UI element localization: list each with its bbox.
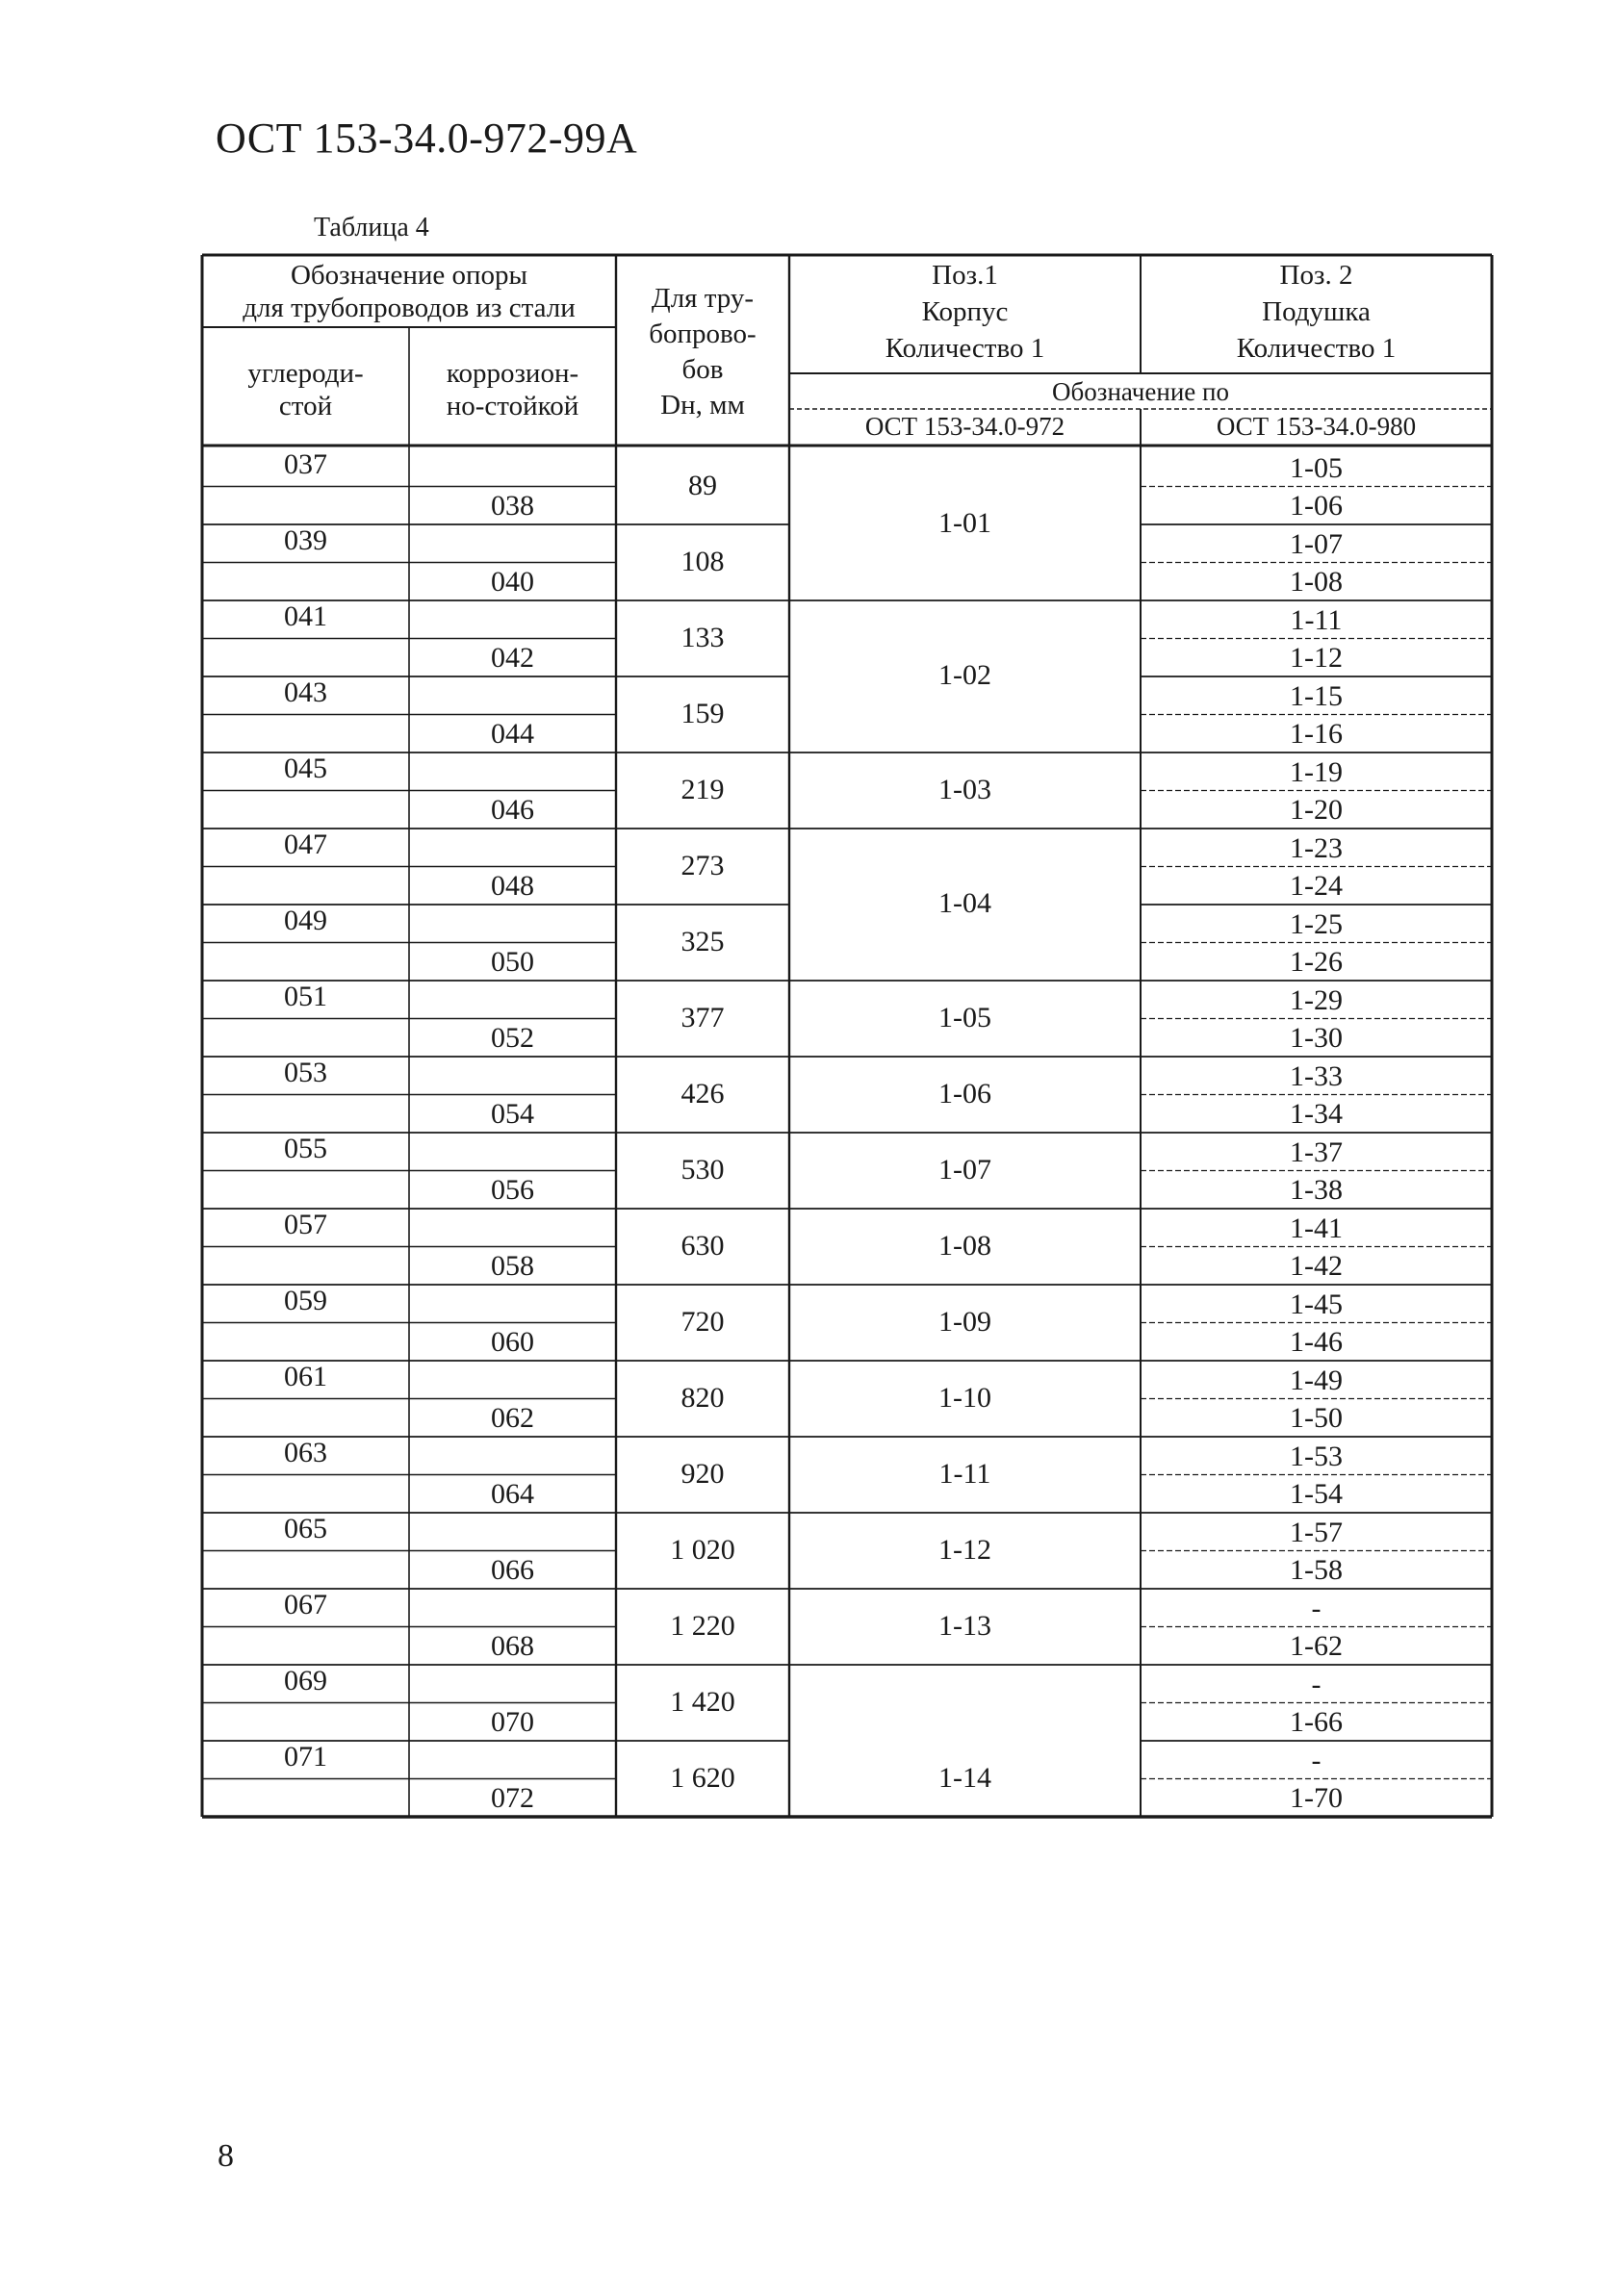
housing-designation: 1-05 xyxy=(938,1001,991,1033)
carbon-steel-designation: 071 xyxy=(284,1740,327,1773)
carbon-steel-designation: 061 xyxy=(284,1360,327,1392)
housing-designation: 1-10 xyxy=(938,1381,991,1414)
pipe-diameter: 89 xyxy=(688,469,717,501)
carbon-steel-designation: 041 xyxy=(284,600,327,632)
table-caption: Таблица 4 xyxy=(314,213,429,242)
housing-designation: 1-01 xyxy=(938,507,991,539)
header-standard-980: ОСТ 153-34.0-980 xyxy=(1216,412,1417,441)
header-corrosion-line1: коррозион- xyxy=(446,358,579,389)
header-corrosion-line2: но-стойкой xyxy=(446,391,579,421)
pipe-diameter: 1 420 xyxy=(670,1685,735,1718)
carbon-steel-designation: 057 xyxy=(284,1208,327,1240)
pipe-diameter: 720 xyxy=(680,1305,725,1338)
carbon-steel-designation: 063 xyxy=(284,1436,327,1468)
header-pipe-line2: бопрово- xyxy=(649,319,757,349)
housing-designation: 1-04 xyxy=(938,887,991,919)
pipe-diameter: 133 xyxy=(680,621,725,653)
corrosion-resistant-designation: 060 xyxy=(491,1326,534,1359)
header-pos2-line3: Количество 1 xyxy=(1236,333,1397,364)
housing-designation: 1-03 xyxy=(938,773,991,805)
corrosion-resistant-designation: 072 xyxy=(491,1782,534,1815)
corrosion-resistant-designation: 064 xyxy=(491,1478,534,1511)
housing-designation: 1-12 xyxy=(938,1533,991,1566)
corrosion-resistant-designation: 058 xyxy=(491,1250,534,1283)
pipe-diameter: 325 xyxy=(680,925,725,957)
carbon-steel-designation: 049 xyxy=(284,904,327,936)
pad-designation: - xyxy=(1311,1668,1322,1700)
corrosion-resistant-designation: 056 xyxy=(491,1174,534,1207)
pad-designation: 1-29 xyxy=(1290,983,1343,1016)
pipe-diameter: 1 620 xyxy=(670,1761,735,1794)
header-standard-972: ОСТ 153-34.0-972 xyxy=(864,412,1065,441)
pipe-diameter: 377 xyxy=(680,1001,725,1033)
pad-designation: 1-11 xyxy=(1290,603,1343,636)
pad-designation: 1-12 xyxy=(1290,642,1343,675)
carbon-steel-designation: 051 xyxy=(284,980,327,1012)
housing-designation: 1-07 xyxy=(938,1153,991,1186)
pad-designation: 1-50 xyxy=(1290,1402,1343,1435)
carbon-steel-designation: 047 xyxy=(284,828,327,860)
carbon-steel-designation: 039 xyxy=(284,523,327,556)
pad-designation: 1-30 xyxy=(1290,1022,1343,1055)
header-pos1-line3: Количество 1 xyxy=(885,333,1045,364)
corrosion-resistant-designation: 062 xyxy=(491,1402,534,1435)
pad-designation: 1-24 xyxy=(1290,870,1343,903)
document-code: ОСТ 153-34.0-972-99А xyxy=(216,115,638,162)
housing-designation: 1-06 xyxy=(938,1077,991,1110)
corrosion-resistant-designation: 068 xyxy=(491,1630,534,1663)
pad-designation: - xyxy=(1311,1744,1322,1776)
pad-designation: 1-33 xyxy=(1290,1059,1343,1092)
pipe-diameter: 219 xyxy=(680,773,725,805)
corrosion-resistant-designation: 048 xyxy=(491,870,534,903)
header-pipe-line4: Dн, мм xyxy=(660,390,745,421)
pad-designation: 1-58 xyxy=(1290,1554,1343,1587)
pad-designation: 1-70 xyxy=(1290,1782,1343,1815)
pad-designation: 1-34 xyxy=(1290,1098,1343,1131)
pad-designation: 1-19 xyxy=(1290,755,1343,788)
housing-designation: 1-13 xyxy=(938,1609,991,1642)
pad-designation: 1-37 xyxy=(1290,1135,1343,1168)
carbon-steel-designation: 055 xyxy=(284,1132,327,1164)
pad-designation: 1-54 xyxy=(1290,1478,1343,1511)
header-carbon-line2: стой xyxy=(278,391,333,421)
corrosion-resistant-designation: 044 xyxy=(491,718,534,751)
header-carbon-line1: углероди- xyxy=(247,358,364,389)
pipe-diameter: 630 xyxy=(680,1229,725,1262)
pad-designation: 1-46 xyxy=(1290,1326,1343,1359)
pipe-diameter: 530 xyxy=(680,1153,725,1186)
header-pipe-line3: бов xyxy=(681,354,724,385)
header-pos2-line2: Подушка xyxy=(1262,296,1371,327)
pipe-diameter: 1 020 xyxy=(670,1533,735,1566)
pad-designation: 1-23 xyxy=(1290,831,1343,864)
housing-designation: 1-11 xyxy=(938,1457,991,1490)
corrosion-resistant-designation: 050 xyxy=(491,946,534,979)
pad-designation: 1-07 xyxy=(1290,527,1343,560)
pad-designation: 1-62 xyxy=(1290,1630,1343,1663)
pad-designation: 1-57 xyxy=(1290,1516,1343,1548)
header-pipe-line1: Для тру- xyxy=(651,283,755,314)
header-pos1-line1: Поз.1 xyxy=(932,260,998,291)
pipe-diameter: 159 xyxy=(680,697,725,729)
carbon-steel-designation: 069 xyxy=(284,1664,327,1696)
housing-designation: 1-09 xyxy=(938,1305,991,1338)
pad-designation: 1-20 xyxy=(1290,794,1343,827)
pad-designation: - xyxy=(1311,1592,1322,1624)
pad-designation: 1-16 xyxy=(1290,718,1343,751)
housing-designation: 1-14 xyxy=(938,1761,991,1794)
pipe-diameter: 426 xyxy=(680,1077,725,1110)
pad-designation: 1-49 xyxy=(1290,1364,1343,1396)
carbon-steel-designation: 053 xyxy=(284,1056,327,1088)
pipe-diameter: 1 220 xyxy=(670,1609,735,1642)
pad-designation: 1-26 xyxy=(1290,946,1343,979)
carbon-steel-designation: 067 xyxy=(284,1588,327,1620)
pad-designation: 1-45 xyxy=(1290,1288,1343,1320)
corrosion-resistant-designation: 038 xyxy=(491,490,534,523)
page-number: 8 xyxy=(218,2138,234,2174)
corrosion-resistant-designation: 046 xyxy=(491,794,534,827)
carbon-steel-designation: 059 xyxy=(284,1284,327,1316)
pad-designation: 1-42 xyxy=(1290,1250,1343,1283)
pad-designation: 1-41 xyxy=(1290,1212,1343,1244)
pad-designation: 1-06 xyxy=(1290,490,1343,523)
corrosion-resistant-designation: 052 xyxy=(491,1022,534,1055)
corrosion-resistant-designation: 054 xyxy=(491,1098,534,1131)
carbon-steel-designation: 065 xyxy=(284,1512,327,1544)
carbon-steel-designation: 045 xyxy=(284,752,327,784)
housing-designation: 1-08 xyxy=(938,1229,991,1262)
corrosion-resistant-designation: 042 xyxy=(491,642,534,675)
housing-designation: 1-02 xyxy=(938,659,991,691)
pad-designation: 1-25 xyxy=(1290,907,1343,940)
carbon-steel-designation: 037 xyxy=(284,447,327,480)
pad-designation: 1-05 xyxy=(1290,451,1343,484)
header-designation-line1: Обозначение опоры xyxy=(290,260,527,291)
pad-designation: 1-53 xyxy=(1290,1440,1343,1472)
pad-designation: 1-15 xyxy=(1290,679,1343,712)
header-designation-line2: для трубопроводов из стали xyxy=(243,293,576,323)
corrosion-resistant-designation: 066 xyxy=(491,1554,534,1587)
pad-designation: 1-38 xyxy=(1290,1174,1343,1207)
header-pos1-line2: Корпус xyxy=(921,296,1009,327)
pad-designation: 1-08 xyxy=(1290,566,1343,599)
header-designation-by: Обозначение по xyxy=(1052,377,1229,406)
corrosion-resistant-designation: 070 xyxy=(491,1706,534,1739)
corrosion-resistant-designation: 040 xyxy=(491,566,534,599)
pipe-diameter: 108 xyxy=(680,545,725,577)
carbon-steel-designation: 043 xyxy=(284,676,327,708)
pipe-diameter: 820 xyxy=(680,1381,725,1414)
pad-designation: 1-66 xyxy=(1290,1706,1343,1739)
pipe-diameter: 920 xyxy=(680,1457,725,1490)
header-pos2-line1: Поз. 2 xyxy=(1279,260,1353,291)
pipe-diameter: 273 xyxy=(680,849,725,881)
